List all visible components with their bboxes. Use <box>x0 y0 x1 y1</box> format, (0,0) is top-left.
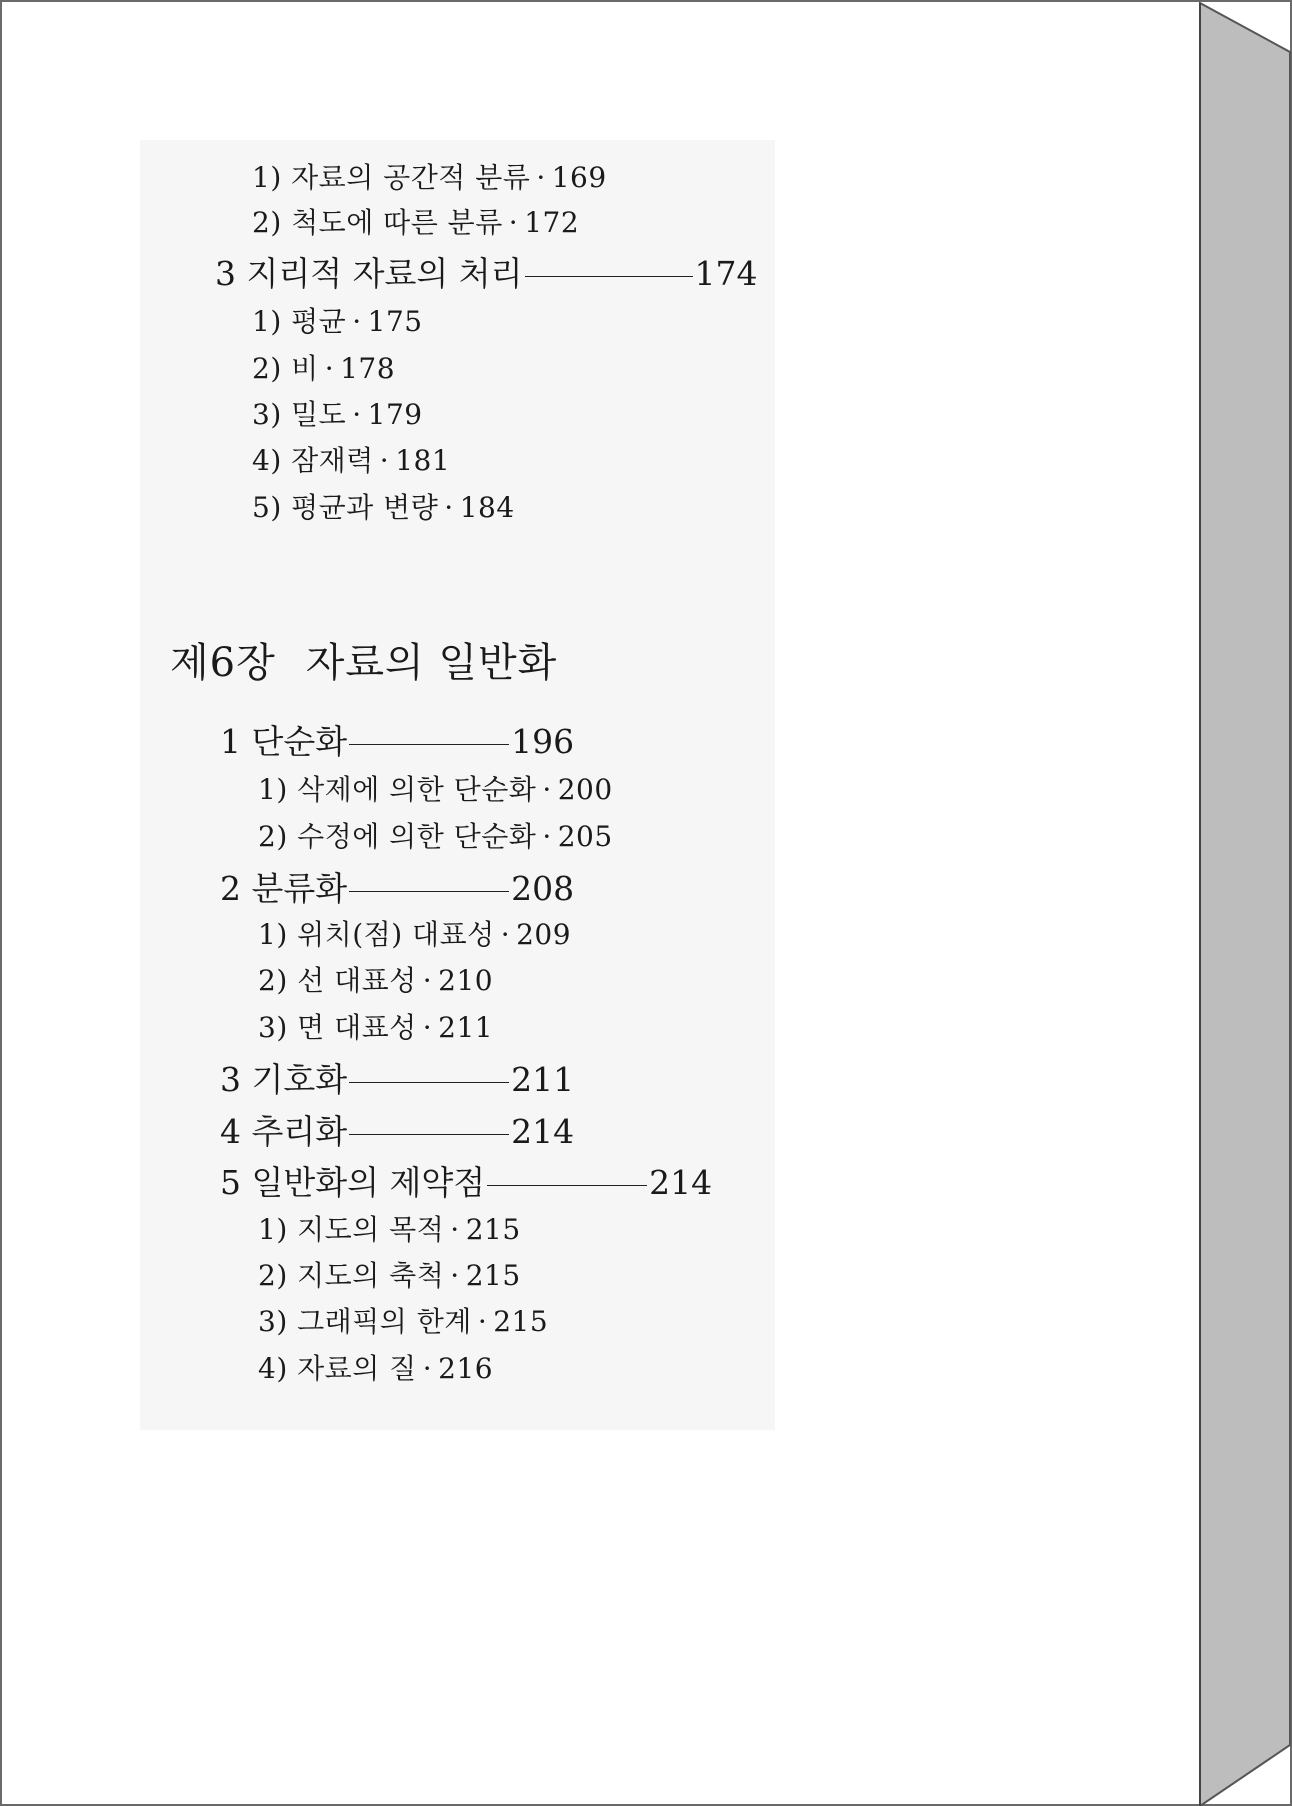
entry-label: 4) 잠재력 <box>252 444 374 477</box>
entry-page: 215 <box>465 1259 521 1292</box>
entry-label: 3) 면 대표성 <box>258 1011 417 1044</box>
toc-entry-section <box>220 1112 575 1151</box>
entry-label: 5 일반화의 제약점 <box>220 1163 486 1202</box>
toc-entry-sub: 3) 면 대표성 · 211 <box>258 1011 494 1044</box>
toc-entry-section <box>220 1060 575 1099</box>
entry-page: 184 <box>459 491 515 524</box>
entry-page: 181 <box>395 444 451 477</box>
toc-entry-sub: 5) 평균과 변량 · 184 <box>252 491 515 524</box>
leader-line <box>525 276 693 277</box>
entry-page: 196 <box>511 722 575 761</box>
toc-entry-section <box>220 722 575 761</box>
entry-label: 4 추리화 <box>220 1112 348 1151</box>
toc-entry-section <box>220 1163 713 1202</box>
entry-page: 210 <box>438 964 494 997</box>
toc-entry-sub: 1) 자료의 공간적 분류 · 169 <box>252 161 607 194</box>
toc-entry-sub: 1) 평균 · 175 <box>252 305 423 338</box>
entry-page: 205 <box>557 820 613 853</box>
entry-label: 2) 수정에 의한 단순화 <box>258 820 537 853</box>
entry-page: 209 <box>516 918 572 951</box>
entry-page: 215 <box>465 1213 521 1246</box>
entry-label: 4) 자료의 질 <box>258 1352 417 1385</box>
entry-label: 3 기호화 <box>220 1060 348 1099</box>
chapter-number: 제6장 <box>170 640 276 686</box>
entry-label: 2) 선 대표성 <box>258 964 417 997</box>
entry-label: 2) 척도에 따른 분류 <box>252 206 503 239</box>
entry-page: 211 <box>438 1011 494 1044</box>
entry-label: 2) 지도의 축척 <box>258 1259 445 1292</box>
leader-line <box>349 891 509 892</box>
entry-page: 211 <box>511 1060 575 1099</box>
entry-page: 216 <box>438 1352 494 1385</box>
toc-entry-sub: 1) 위치(점) 대표성 · 209 <box>258 918 572 951</box>
entry-label: 5) 평균과 변량 <box>252 491 439 524</box>
entry-page: 174 <box>694 254 758 293</box>
toc-entry-sub: 3) 그래픽의 한계 · 215 <box>258 1305 549 1338</box>
toc-entry-sub: 2) 척도에 따른 분류 · 172 <box>252 206 580 239</box>
toc-entry-sub: 2) 지도의 축척 · 215 <box>258 1259 521 1292</box>
entry-label: 1 단순화 <box>220 722 348 761</box>
toc-entry-sub: 2) 수정에 의한 단순화 · 205 <box>258 820 613 853</box>
toc-entry-sub: 2) 선 대표성 · 210 <box>258 964 494 997</box>
entry-page: 169 <box>551 161 607 194</box>
toc-entry-section <box>215 254 758 293</box>
entry-page: 178 <box>340 352 396 385</box>
entry-label: 3) 그래픽의 한계 <box>258 1305 472 1338</box>
leader-line <box>349 744 509 745</box>
entry-label: 1) 삭제에 의한 단순화 <box>258 773 537 806</box>
entry-page: 175 <box>367 305 423 338</box>
entry-page: 172 <box>524 206 580 239</box>
chapter-heading <box>170 640 558 686</box>
entry-label: 2) 비 <box>252 352 319 385</box>
toc-entry-sub: 4) 잠재력 · 181 <box>252 444 451 477</box>
toc-entry-section <box>220 869 575 908</box>
entry-label: 1) 자료의 공간적 분류 <box>252 161 531 194</box>
entry-label: 3) 밀도 <box>252 398 347 431</box>
entry-label: 1) 지도의 목적 <box>258 1213 445 1246</box>
entry-label: 3 지리적 자료의 처리 <box>215 254 523 293</box>
entry-page: 179 <box>367 398 423 431</box>
entry-label: 2 분류화 <box>220 869 348 908</box>
entry-page: 214 <box>511 1112 575 1151</box>
entry-page: 208 <box>511 869 575 908</box>
entry-page: 200 <box>557 773 613 806</box>
toc-entry-sub: 1) 삭제에 의한 단순화 · 200 <box>258 773 613 806</box>
entry-label: 1) 위치(점) 대표성 <box>258 918 495 951</box>
leader-line <box>487 1185 647 1186</box>
leader-line <box>349 1134 509 1135</box>
entry-page: 214 <box>649 1163 713 1202</box>
toc-entry-sub: 2) 비 · 178 <box>252 352 396 385</box>
toc-entry-sub: 1) 지도의 목적 · 215 <box>258 1213 521 1246</box>
entry-page: 215 <box>493 1305 549 1338</box>
chapter-title: 자료의 일반화 <box>305 640 558 686</box>
entry-label: 1) 평균 <box>252 305 347 338</box>
leader-line <box>349 1082 509 1083</box>
toc-entry-sub: 4) 자료의 질 · 216 <box>258 1352 494 1385</box>
toc-entry-sub: 3) 밀도 · 179 <box>252 398 423 431</box>
